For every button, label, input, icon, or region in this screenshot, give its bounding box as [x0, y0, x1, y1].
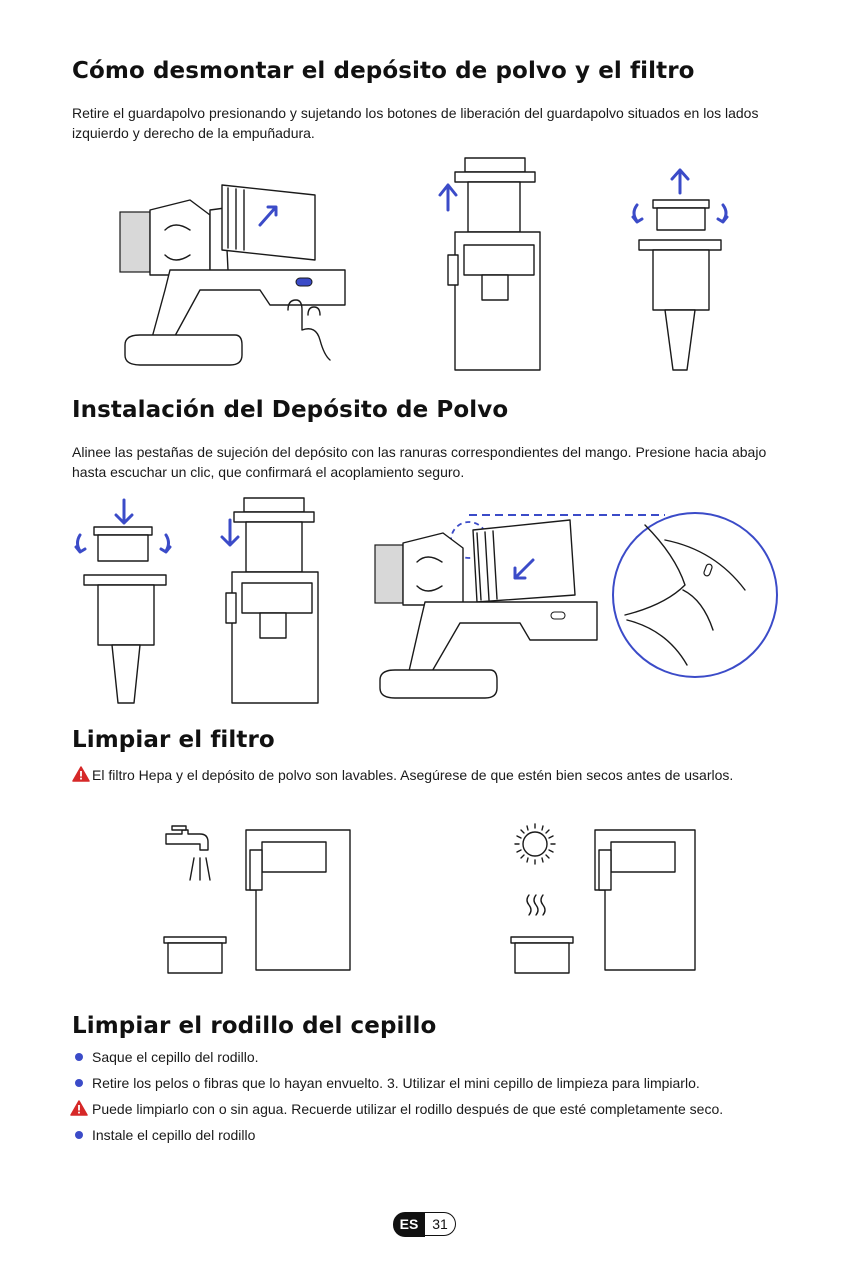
bin-insert-illustration: [210, 495, 330, 705]
section-title-filter: Limpiar el filtro: [72, 727, 275, 753]
vacuum-remove-bin-illustration: [110, 170, 350, 370]
warning-triangle-icon: [70, 1100, 88, 1116]
filter-twist-illustration: [615, 165, 745, 370]
wash-filter-water-illustration: [160, 820, 360, 975]
section-title-brush: Limpiar el rodillo del cepillo: [72, 1013, 437, 1039]
section-title-dismantle: Cómo desmontar el depósito de polvo y el filtro: [72, 58, 695, 84]
brush-steps-list: [72, 1047, 792, 1151]
warning-triangle-icon: [72, 766, 90, 782]
list-item-warning: Puede limpiarlo con o sin agua. Recuerde utilizar el rodillo después de que esté completamente seco.: [72, 1099, 792, 1119]
language-code: ES: [393, 1212, 425, 1237]
list-item: Instale el cepillo del rodillo: [72, 1125, 792, 1145]
filter-warning-text: El filtro Hepa y el depósito de polvo son lavables. Asegúrese de que estén bien secos antes de usarlos.: [92, 767, 734, 783]
dry-filter-sun-illustration: [505, 820, 705, 975]
filter-insert-illustration: [68, 495, 178, 705]
page-number: 31: [425, 1212, 456, 1236]
list-item: Retire los pelos o fibras que lo hayan envuelto. 3. Utilizar el mini cepillo de limpieza para limpiarlo.: [72, 1073, 792, 1093]
blue-dot-icon: [75, 1053, 83, 1061]
section-text-dismantle: Retire el guardapolvo presionando y sujetando los botones de liberación del guardapolvo situados en los lados izquierdo y derecho de la empuñadura.: [72, 105, 759, 141]
blue-dot-icon: [75, 1079, 83, 1087]
list-item: Saque el cepillo del rodillo.: [72, 1047, 792, 1067]
blue-dot-icon: [75, 1131, 83, 1139]
bin-filter-lift-illustration: [420, 155, 550, 370]
section-text-install: Alinee las pestañas de sujeción del depósito con las ranuras correspondientes del mango. Presione hacia abajo hasta escuchar un clic, que confirmará el acoplamiento seguro.: [72, 444, 767, 480]
vacuum-install-zoom-illustration: [365, 500, 785, 705]
filter-warning: [72, 765, 792, 785]
section-title-install: Instalación del Depósito de Polvo: [72, 397, 509, 423]
page-number-badge: [393, 1212, 456, 1237]
